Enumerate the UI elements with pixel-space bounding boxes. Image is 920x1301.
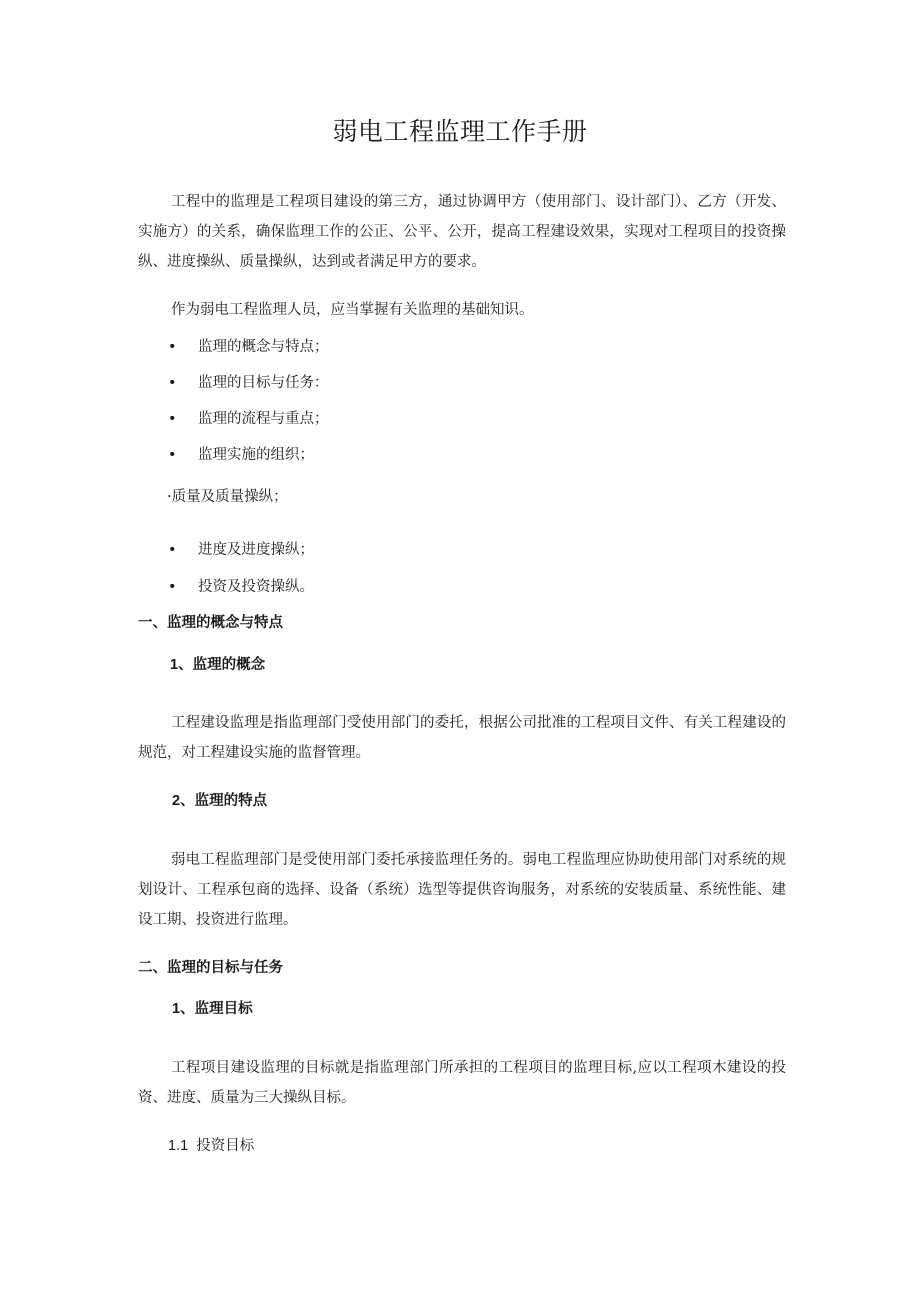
bullet-text: 投资及投资操纵。 [198, 579, 314, 595]
bullet-item [168, 337, 329, 357]
bullet-text: 监理的流程与重点； [198, 411, 329, 427]
subsection-heading: 1、监理目标 [172, 1001, 253, 1017]
bullet-icon: • [168, 542, 177, 558]
body-paragraph: 工程建设监理是指监理部门受使用部门的委托，根据公司批准的工程项目文件、有关工程建设的规范，对工程建设实施的监督管理。 [138, 715, 786, 761]
bullet-item [168, 540, 314, 560]
odd-list-item: ·质量及质量操纵； [167, 489, 288, 505]
body-paragraph: 工程项目建设监理的目标就是指监理部门所承担的工程项目的监理目标,应以工程项木建设的投资、进度、质量为三大操纵目标。 [138, 1060, 786, 1106]
bullet-text: 监理实施的组织； [198, 447, 314, 463]
bullet-icon: • [168, 579, 177, 595]
bullet-item [168, 373, 329, 393]
bullet-icon: • [168, 411, 177, 427]
document-title: 弱电工程监理工作手册 [332, 117, 588, 146]
bullet-text: 监理的目标与任务： [198, 375, 329, 391]
body-paragraph: 弱电工程监理部门是受使用部门委托承接监理任务的。弱电工程监理应协助使用部门对系统的规划设计、工程承包商的选择、设备（系统）选型等提供咨询服务，对系统的安装质量、系统性能、建设工期、投资进行监理。 [138, 852, 786, 928]
section-heading: 一、监理的概念与特点 [138, 615, 283, 631]
section-heading: 二、监理的目标与任务 [138, 960, 283, 976]
bullet-icon: • [168, 447, 177, 463]
intro-paragraph: 工程中的监理是工程项目建设的第三方，通过协调甲方（使用部门、设计部门）、乙方（开发、实施方）的关系，确保监理工作的公正、公平、公开，提高工程建设效果，实现对工程项目的投资操纵、进度操纵、质量操纵，达到或者满足甲方的要求。 [138, 194, 786, 270]
bullet-text: 进度及进度操纵； [198, 542, 314, 558]
bullet-item [168, 445, 314, 465]
bullet-item [168, 409, 329, 429]
bullet-text: 监理的概念与特点； [198, 339, 329, 355]
knowledge-line: 作为弱电工程监理人员，应当掌握有关监理的基础知识。 [171, 302, 534, 318]
bullet-icon: • [168, 375, 177, 391]
subsection-heading: 2、监理的特点 [172, 793, 268, 809]
subsection-heading: 1、监理的概念 [170, 657, 266, 673]
subsubsection-heading: 1.1 投资目标 [168, 1138, 255, 1154]
bullet-item [168, 577, 314, 597]
bullet-icon: • [168, 339, 177, 355]
